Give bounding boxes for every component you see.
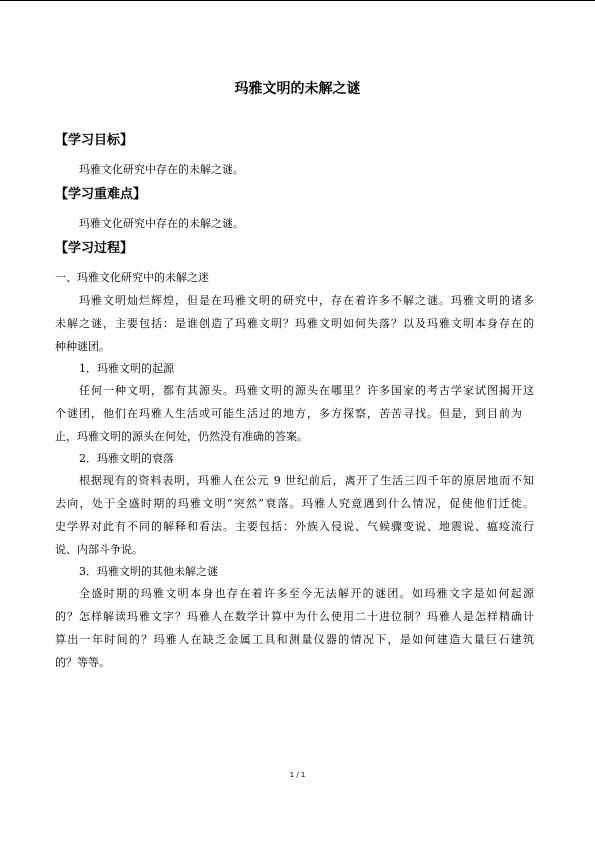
decline-paragraph-line-1: 根据现有的资料表明，玛雅人在公元 9 世纪前后，离开了生活三四千年的原居地而不知 <box>79 474 534 487</box>
intro-paragraph-line-3: 种种谜团。 <box>55 340 110 353</box>
section-heading-process: 【学习过程】 <box>55 241 134 256</box>
section-heading-goals: 【学习目标】 <box>55 133 134 148</box>
subsection-decline-title: 2．玛雅文明的衰落 <box>79 452 174 465</box>
other-mysteries-line-4: 的？等等。 <box>55 656 110 669</box>
intro-paragraph-line-1: 玛雅文明灿烂辉煌，但是在玛雅文明的研究中，存在着许多不解之谜。玛雅文明的诸多 <box>79 294 534 307</box>
section-heading-key-points: 【学习重难点】 <box>55 187 147 202</box>
top-border-line <box>0 0 595 1</box>
intro-paragraph-line-2: 未解之谜，主要包括：是谁创造了玛雅文明？玛雅文明如何失落？以及玛雅文明本身存在的 <box>55 317 534 330</box>
goals-text: 玛雅文化研究中存在的未解之谜。 <box>79 163 244 176</box>
subsection-origin-title: 1．玛雅文明的起源 <box>79 362 174 375</box>
origin-paragraph-line-1: 任何一种文明，都有其源头。玛雅文明的源头在哪里？许多国家的考古学家试图揭开这 <box>79 384 534 397</box>
decline-paragraph-line-2: 去向，处于全盛时期的玛雅文明“突然”衰落。玛雅人究竟遇到什么情况，促使他们迁徙。 <box>55 497 534 510</box>
other-mysteries-line-3: 算出一年时间的？玛雅人在缺乏金属工具和测量仪器的情况下，是如何建造大量巨石建筑 <box>55 633 534 646</box>
part-one-title: 一、玛雅文化研究中的未解之迷 <box>55 271 209 284</box>
origin-paragraph-line-3: 止，玛雅文明的源头在何处，仍然没有准确的答案。 <box>55 430 308 443</box>
key-points-text: 玛雅文化研究中存在的未解之谜。 <box>79 217 244 230</box>
other-mysteries-line-2: 的？怎样解读玛雅文字？玛雅人在数学计算中为什么使用二十进位制？玛雅人是怎样精确计 <box>55 610 534 623</box>
origin-paragraph-line-2: 个谜团，他们在玛雅人生活或可能生活过的地方，多方探察，苦苦寻找。但是，到目前为 <box>55 407 522 420</box>
decline-paragraph-line-3: 史学界对此有不同的解释和看法。主要包括：外族入侵说、气候骤变说、地震说、瘟疫流行 <box>55 520 534 533</box>
page-title: 玛雅文明的未解之谜 <box>234 81 361 97</box>
page-number: 1 / 1 <box>289 771 306 779</box>
decline-paragraph-line-4: 说、内部斗争说。 <box>55 543 143 556</box>
subsection-other-mysteries-title: 3．玛雅文明的其他未解之谜 <box>79 565 218 578</box>
other-mysteries-line-1: 全盛时期的玛雅文明本身也存在着许多至今无法解开的谜团。如玛雅文字是如何起源 <box>79 587 534 600</box>
